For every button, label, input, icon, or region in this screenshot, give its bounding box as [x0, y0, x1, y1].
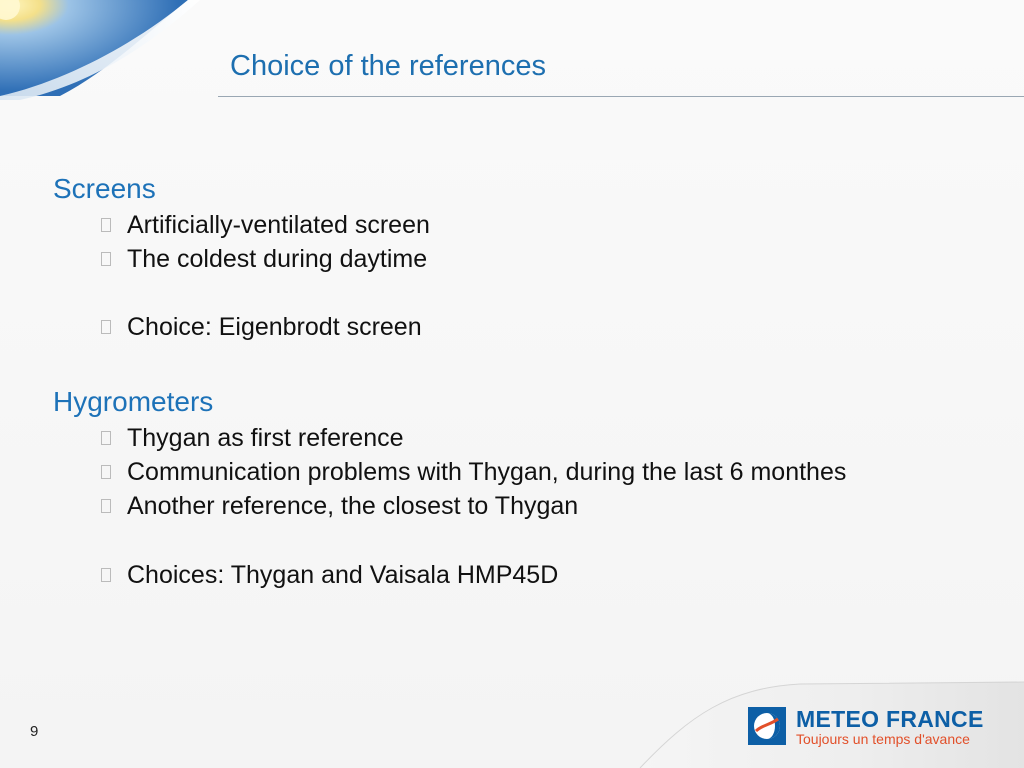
bullet-item: Artificially-ventilated screen	[101, 211, 430, 240]
section-heading-screens: Screens	[53, 173, 156, 204]
page-number: 9	[30, 723, 39, 740]
bullet-box-icon	[101, 252, 111, 266]
bullet-box-icon	[101, 218, 111, 232]
bullet-item: Thygan as first reference	[101, 424, 404, 453]
bullet-item: Another reference, the closest to Thygan	[101, 492, 578, 521]
bullet-item: Communication problems with Thygan, during the last 6 monthes	[101, 458, 846, 487]
bullet-box-icon	[101, 499, 111, 513]
slide-title: Choice of the references	[230, 50, 546, 82]
bullet-box-icon	[101, 320, 111, 334]
meteo-france-logo-icon	[748, 707, 786, 745]
logo-tagline: Toujours un temps d'avance	[796, 731, 970, 747]
bullet-item: Choice: Eigenbrodt screen	[101, 313, 422, 342]
section-heading-hygrometers: Hygrometers	[53, 386, 214, 417]
bullet-box-icon	[101, 465, 111, 479]
bullet-box-icon	[101, 431, 111, 445]
bullet-item: The coldest during daytime	[101, 245, 427, 274]
sun-sky-decoration	[0, 0, 220, 100]
bullet-box-icon	[101, 568, 111, 582]
logo-wordmark: METEO FRANCE	[796, 706, 984, 732]
title-divider	[218, 96, 1024, 97]
bullet-item: Choices: Thygan and Vaisala HMP45D	[101, 561, 558, 590]
